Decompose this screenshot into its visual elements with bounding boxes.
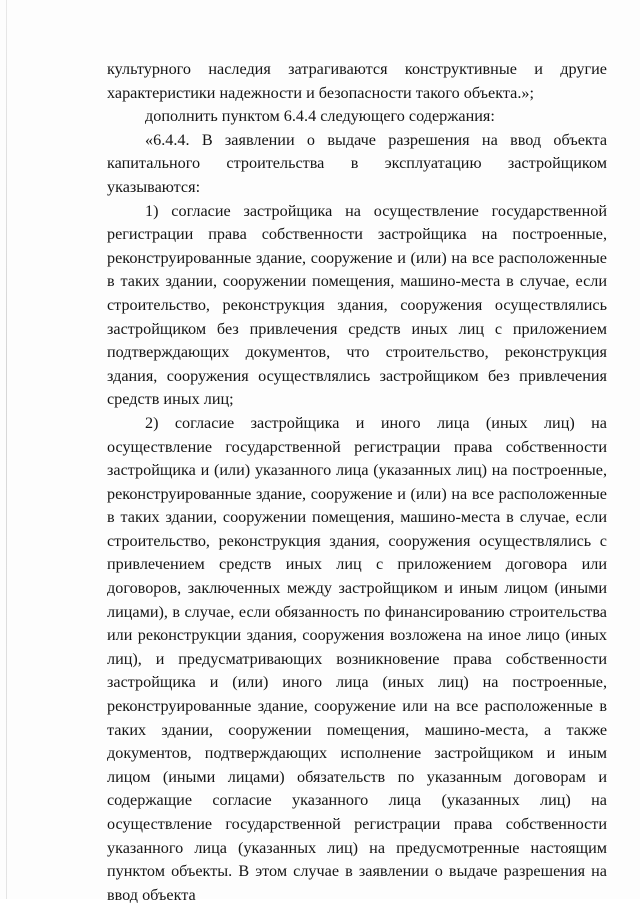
scan-edge-line [6, 0, 7, 899]
paragraph-clause-6-4-4: «6.4.4. В заявлении о выдаче разрешения на ввод объекта капитального строительства в эксплуатацию застройщиком указываются: [107, 130, 607, 196]
paragraph-continuation: культурного наследия затрагиваются конструктивные и другие характеристики надежности и безопасности такого объекта.»; [107, 60, 607, 102]
paragraph-amendment-intro: дополнить пунктом 6.4.4 следующего содержания: [145, 107, 495, 126]
paragraph-item-1: 1) согласие застройщика на осуществление государственной регистрации права собственности застройщика на построенные, реконструированные здание, сооружение и (или) на все расположенные в таких здании, сооружении помещения, машино-места в случае, если строительство, реконструкция здания, сооружения осуществлялись застройщиком без привлечения средств иных лиц с приложением подтверждающих документов, что строительство, реконструкция здания, сооружения осуществлялись застройщиком без привлечения средств иных лиц; [107, 201, 607, 409]
paragraph-item-2: 2) согласие застройщика и иного лица (иных лиц) на осуществление государственной регистрации права собственности застройщика и (или) указанного лица (указанных лиц) на построенные, реконструированные здание, сооружение и (или) на все расположенные в таких здании, сооружении помещения, машино-места в случае, если строительство, реконструкция здания, сооружения осуществлялись с привлечением средств иных лиц с приложением договора или договоров, заключенных между застройщиком и иным лицом (иными лицами), в случае, если обязанность по финансированию строительства или реконструкции здания, сооружения возложена на иное лицо (иных лиц), и предусматривающих возникновение права собственности застройщика и (или) иного лица (иных лиц) на построенные, реконструированные здание, сооружение или на все расположенные в таких здании, сооружении помещения, машино-места, а также документов, подтверждающих исполнение застройщиком и иным лицом (иными лицами) обязательств по указанным договорам и содержащие согласие указанного лица (указанных лиц) на осуществление государственной регистрации права собственности указанного лица (указанных лиц) на предусмотренные настоящим пунктом объекты. В этом случае в заявлении о выдаче разрешения на ввод объекта [107, 413, 607, 904]
document-body [107, 58, 607, 907]
